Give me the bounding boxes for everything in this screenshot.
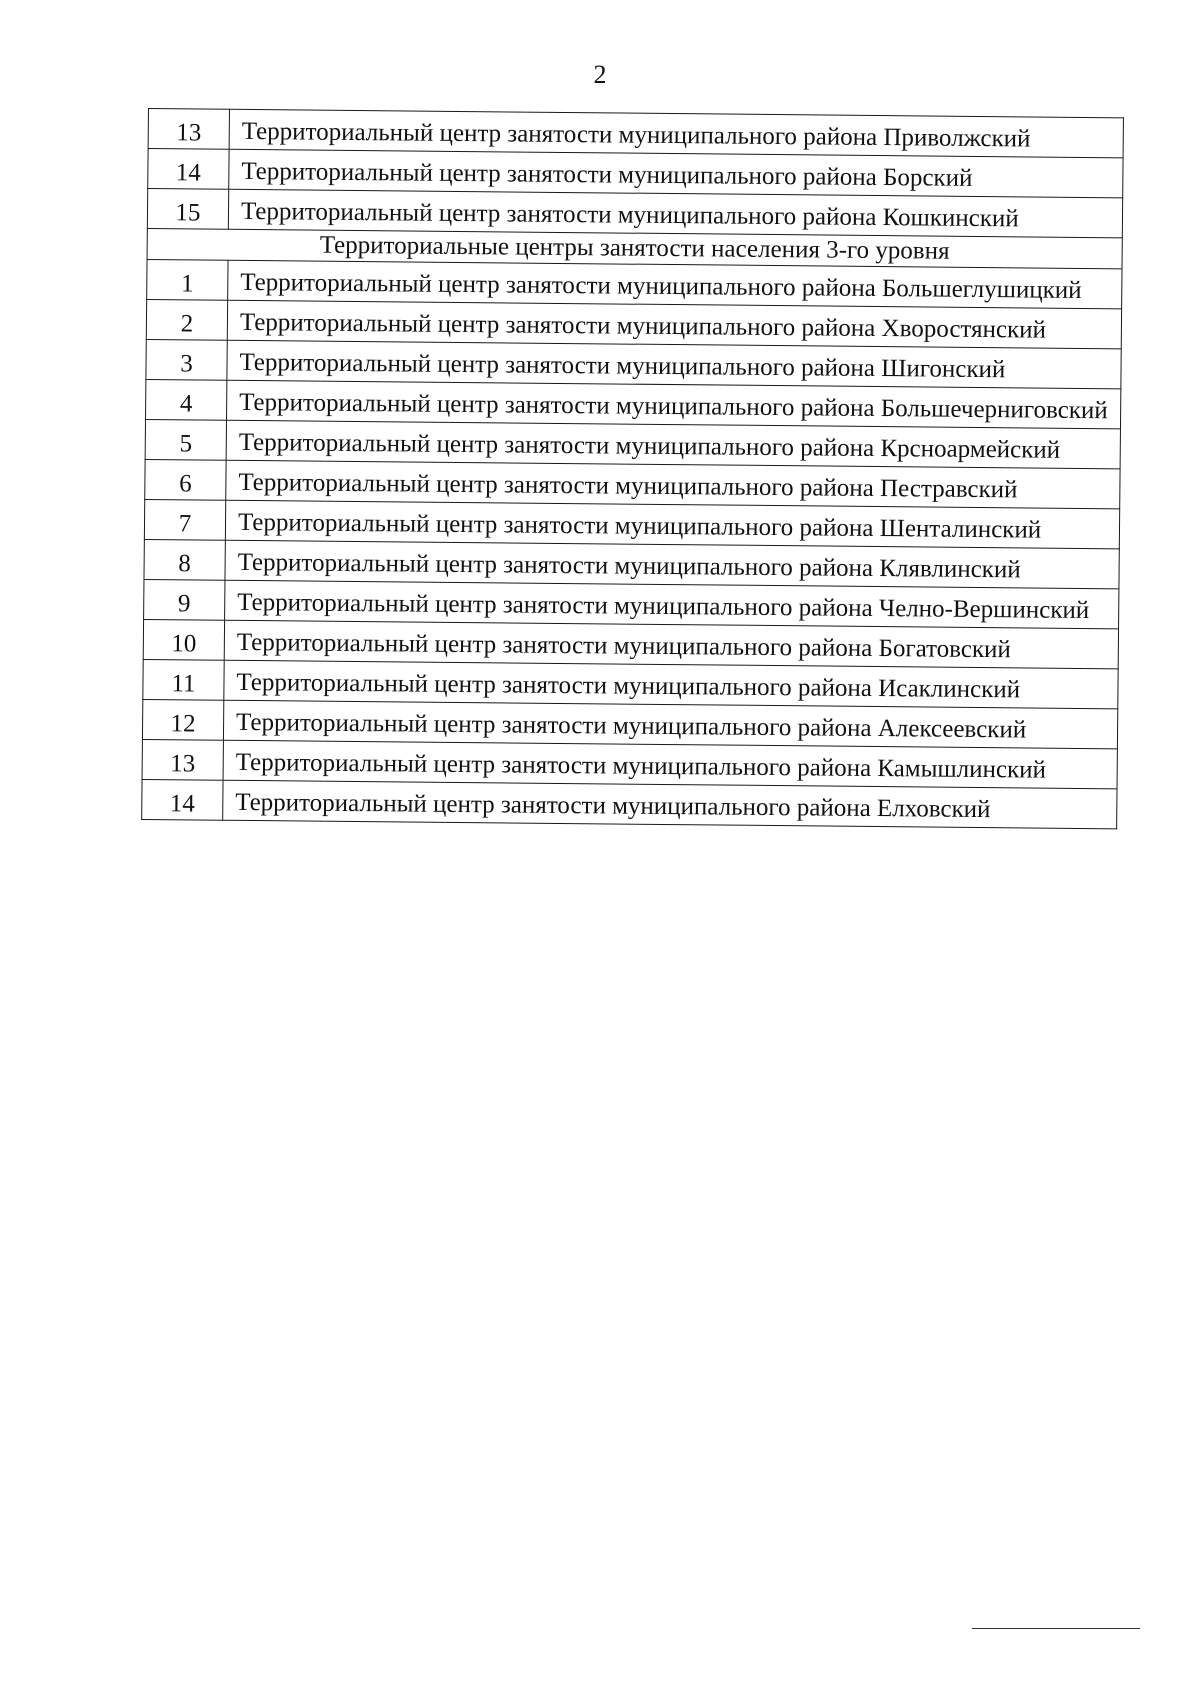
row-number: 2 bbox=[146, 299, 227, 340]
page-number: 2 bbox=[593, 60, 607, 89]
row-number: 9 bbox=[144, 579, 225, 620]
table-row bbox=[142, 779, 1117, 828]
row-number: 12 bbox=[142, 699, 223, 740]
row-number: 4 bbox=[146, 379, 227, 420]
row-number: 5 bbox=[145, 419, 226, 460]
row-text: Территориальный центр занятости муниципального района Алексеевский bbox=[223, 700, 1117, 749]
row-number: 7 bbox=[144, 499, 225, 540]
row-text: Территориальный центр занятости муниципального района Богатовский bbox=[224, 620, 1118, 669]
row-text: Территориальный центр занятости муниципального района Клявлинский bbox=[225, 540, 1119, 589]
row-text: Территориальный центр занятости муниципального района Большеглушицкий bbox=[228, 260, 1122, 309]
row-text: Территориальный центр занятости муниципального района Хворостянский bbox=[227, 300, 1121, 349]
row-text: Территориальный центр занятости муниципального района Крсноармейский bbox=[226, 420, 1120, 469]
row-text: Территориальный центр занятости муниципального района Шигонский bbox=[227, 340, 1121, 389]
row-number: 3 bbox=[146, 339, 227, 380]
row-number: 15 bbox=[147, 189, 228, 230]
row-text: Территориальный центр занятости муниципального района Шенталинский bbox=[225, 500, 1119, 549]
row-number: 10 bbox=[143, 619, 224, 660]
row-text: Территориальный центр занятости муниципального района Исаклинский bbox=[224, 660, 1118, 709]
row-number: 1 bbox=[147, 259, 228, 300]
row-text: Территориальный центр занятости муниципального района Борский bbox=[229, 149, 1123, 198]
row-text: Территориальный центр занятости муниципального района Большечерниговский bbox=[227, 380, 1121, 429]
employment-centers-table bbox=[141, 108, 1124, 829]
row-number: 8 bbox=[144, 539, 225, 580]
row-number: 14 bbox=[142, 779, 223, 820]
row-text: Территориальный центр занятости муниципального района Приволжский bbox=[229, 109, 1123, 158]
footer-separator-line bbox=[972, 1628, 1140, 1629]
row-number: 14 bbox=[148, 149, 229, 190]
row-text: Территориальный центр занятости муниципального района Челно-Вершинский bbox=[225, 580, 1119, 629]
row-number: 13 bbox=[142, 739, 223, 780]
row-text: Территориальный центр занятости муниципального района Пестравский bbox=[226, 460, 1120, 509]
row-number: 13 bbox=[148, 109, 229, 150]
row-text: Территориальный центр занятости муниципального района Кошкинский bbox=[228, 189, 1122, 238]
row-number: 11 bbox=[143, 659, 224, 700]
row-number: 6 bbox=[145, 459, 226, 500]
section-title: Территориальные центры занятости населения 3-го уровня bbox=[147, 228, 1122, 268]
row-text: Территориальный центр занятости муниципального района Елховский bbox=[223, 780, 1117, 829]
row-text: Территориальный центр занятости муниципального района Камышлинский bbox=[223, 740, 1117, 789]
